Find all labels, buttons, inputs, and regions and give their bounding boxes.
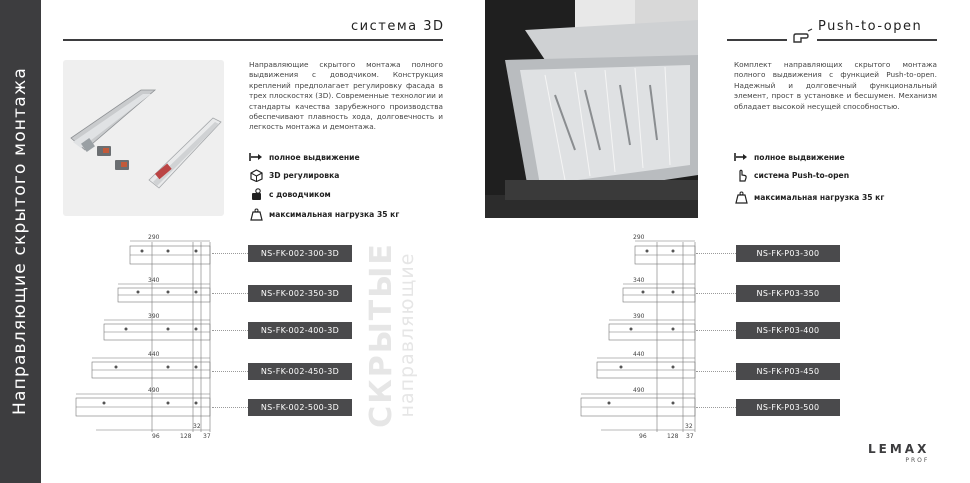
code-box-3d-500: NS-FK-002-500-3D <box>248 399 352 416</box>
dim-37: 37 <box>203 433 211 440</box>
feature-full-extension <box>249 150 360 164</box>
dim-96: 96 <box>152 433 160 440</box>
heading-rule-right-a <box>727 39 787 41</box>
dim-340: 340 <box>148 277 160 284</box>
weight-icon <box>734 190 748 204</box>
feature-max-load <box>249 207 399 221</box>
feature-label: с доводчиком <box>269 189 331 199</box>
description-push-to-open: Комплект направляющих скрытого монтажа полного выдвижения с функцией Push-to-open. Надежный и долговечный функциональный элемент, прост в установке и бесшумен. Механизм обладает высокой несущей способностью. <box>734 60 937 111</box>
heading-rule-left <box>63 39 443 41</box>
3d-cube-icon <box>249 168 263 182</box>
dim-490: 490 <box>148 387 160 394</box>
feature-label: полное выдвижение <box>754 152 845 162</box>
dim-32: 32 <box>685 423 693 430</box>
dim-390: 390 <box>148 313 160 320</box>
leader-line <box>696 293 736 294</box>
leader-line <box>696 253 736 254</box>
leader-line <box>696 407 736 408</box>
dim-390: 390 <box>633 313 645 320</box>
heading-system-3d: система 3D <box>351 19 445 34</box>
watermark-line1: СКРЫТЫЕ <box>364 242 399 428</box>
weight-icon <box>249 207 263 221</box>
feature-3d-adjust <box>249 168 339 182</box>
dim-128: 128 <box>667 433 679 440</box>
feature-soft-close <box>249 187 331 201</box>
drawer-cutlery-photo <box>485 0 698 218</box>
logo-sub: PROF <box>905 457 930 464</box>
code-box-3d-400: NS-FK-002-400-3D <box>248 322 352 339</box>
drawer-illustration <box>485 0 698 218</box>
dim-340: 340 <box>633 277 645 284</box>
heading-rule-right-b <box>817 39 937 41</box>
brand-logo <box>868 442 929 464</box>
dim-96: 96 <box>639 433 647 440</box>
leader-line <box>696 371 736 372</box>
code-box-pto-450: NS-FK-P03-450 <box>736 363 840 380</box>
feature-label: максимальная нагрузка 35 кг <box>269 209 400 219</box>
full-extension-icon <box>249 150 263 164</box>
heading-push-to-open: Push-to-open <box>818 19 923 34</box>
leader-line <box>212 253 248 254</box>
feature-label: полное выдвижение <box>269 152 360 162</box>
dim-490: 490 <box>633 387 645 394</box>
code-box-3d-350: NS-FK-002-350-3D <box>248 285 352 302</box>
dim-32: 32 <box>193 423 201 430</box>
leader-line <box>212 330 248 331</box>
dim-290: 290 <box>148 234 160 241</box>
technical-drawing-push <box>573 232 723 440</box>
runner-illustration <box>63 60 224 216</box>
leader-line <box>212 293 248 294</box>
full-extension-icon <box>734 150 748 164</box>
soft-close-icon <box>249 187 263 201</box>
leader-line <box>212 407 248 408</box>
dim-128: 128 <box>180 433 192 440</box>
feature-max-load-pto <box>734 190 884 204</box>
leader-line <box>696 330 736 331</box>
push-hand-icon <box>790 28 814 50</box>
code-box-pto-400: NS-FK-P03-400 <box>736 322 840 339</box>
watermark-line2: направляющие <box>396 252 418 418</box>
description-3d: Направляющие скрытого монтажа полного выдвижения с доводчиком. Конструкция креплений предполагает регулировку фасада в трех плоскостях (3D). Современные технологии и стандарты качества зарубежного производства обеспечивают плавность хода, долговечность и легкость монтажа и демонтажа. <box>249 60 443 132</box>
feature-label: система Push-to-open <box>754 170 850 180</box>
dim-290: 290 <box>633 234 645 241</box>
feature-push-to-open <box>734 168 849 182</box>
watermark <box>364 242 418 428</box>
feature-label: максимальная нагрузка 35 кг <box>754 192 885 202</box>
leader-line <box>212 371 248 372</box>
dim-37: 37 <box>686 433 694 440</box>
code-box-3d-300: NS-FK-002-300-3D <box>248 245 352 262</box>
logo-brand: LEMAX <box>868 442 930 456</box>
sidebar <box>0 0 41 483</box>
code-box-pto-300: NS-FK-P03-300 <box>736 245 840 262</box>
dim-440: 440 <box>148 351 160 358</box>
dim-440: 440 <box>633 351 645 358</box>
code-box-pto-500: NS-FK-P03-500 <box>736 399 840 416</box>
feature-full-extension-pto <box>734 150 845 164</box>
code-box-3d-450: NS-FK-002-450-3D <box>248 363 352 380</box>
technical-drawing-3d <box>68 232 218 440</box>
product-photo-3d-runner <box>63 60 224 216</box>
push-hand-icon <box>734 168 748 182</box>
code-box-pto-350: NS-FK-P03-350 <box>736 285 840 302</box>
feature-label: 3D регулировка <box>269 170 340 180</box>
sidebar-title: Направляющие скрытого монтажа <box>10 67 30 415</box>
